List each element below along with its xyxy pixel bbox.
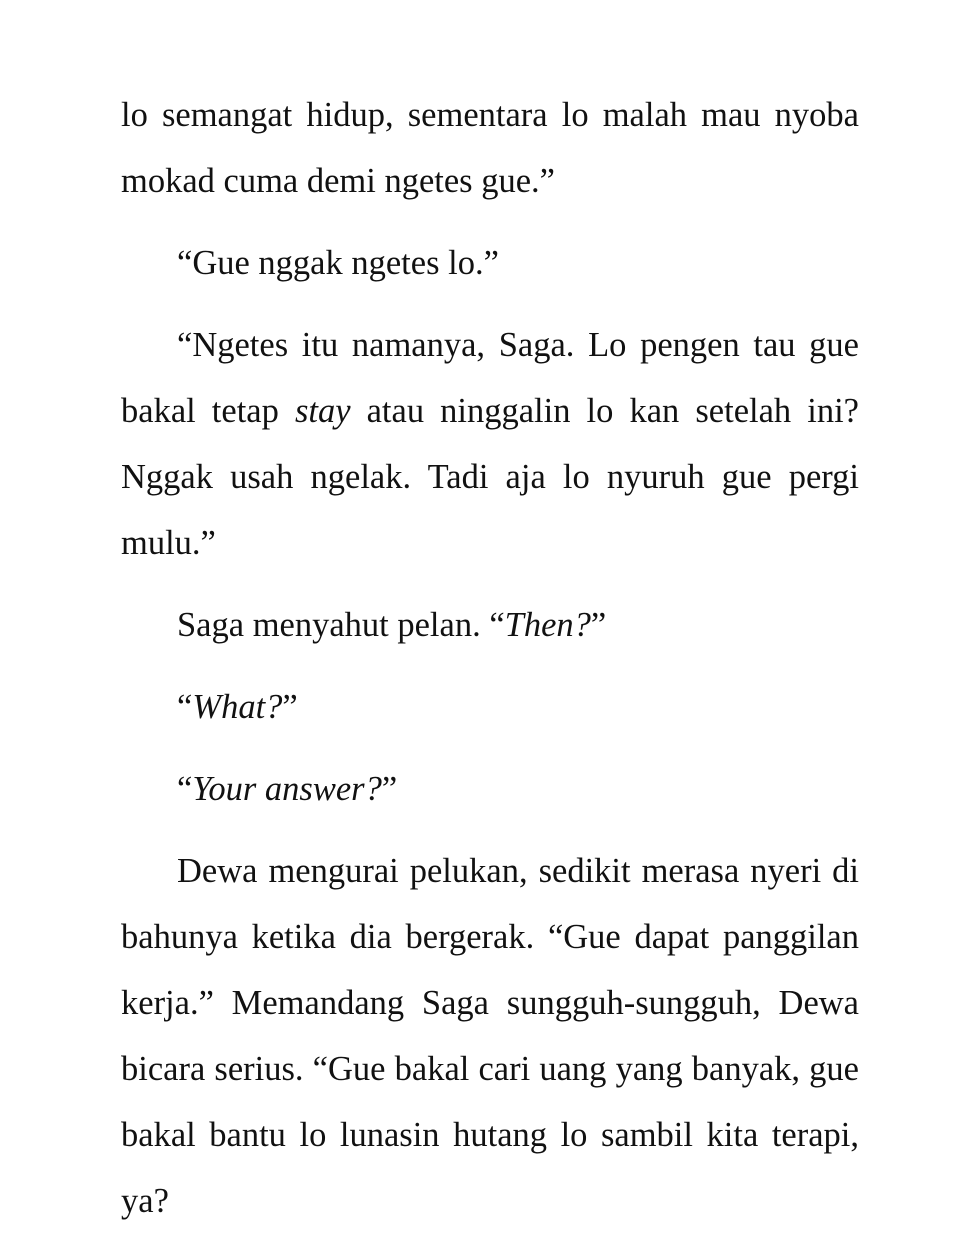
text-run: mulu.”: [121, 524, 216, 562]
paragraph: [121, 592, 859, 658]
text-line: [121, 510, 859, 576]
book-page: [121, 82, 859, 1250]
italic-text: stay: [294, 392, 351, 430]
text-run: “: [177, 770, 193, 808]
paragraph: [121, 82, 859, 214]
text-run: Saga menyahut pelan. “: [177, 606, 505, 644]
text-run: atau ninggalin lo kan setelah ini?: [350, 392, 859, 430]
text-line: [121, 1036, 859, 1102]
text-run: bicara serius. “Gue bakal cari uang yang banyak, gue: [121, 1050, 859, 1088]
italic-text: What?: [192, 688, 283, 726]
paragraph: [121, 838, 859, 1234]
text-run: lo semangat hidup, sementara lo malah mau nyoba: [121, 96, 859, 134]
paragraph: [121, 674, 859, 740]
text-run: “Ngetes itu namanya, Saga. Lo pengen tau gue: [177, 326, 859, 364]
text-run: kerja.” Memandang Saga sungguh-sungguh, Dewa: [121, 984, 859, 1022]
text-line: [121, 1102, 859, 1234]
text-line: [121, 756, 859, 822]
text-run: Nggak usah ngelak. Tadi aja lo nyuruh gue pergi: [121, 458, 859, 496]
text-line: [121, 674, 859, 740]
text-run: ”: [590, 606, 607, 644]
text-line: [121, 82, 859, 148]
text-run: mokad cuma demi ngetes gue.”: [121, 162, 555, 200]
text-run: ”: [381, 770, 398, 808]
italic-text: Then?: [504, 606, 591, 644]
text-run: “: [177, 688, 193, 726]
italic-text: Your answer?: [192, 770, 382, 808]
text-run: “Gue nggak ngetes lo.”: [177, 244, 499, 282]
paragraph: [121, 756, 859, 822]
paragraph: [121, 230, 859, 296]
text-line: [121, 970, 859, 1036]
text-run: Dewa mengurai pelukan, sedikit merasa nyeri di: [177, 852, 859, 890]
text-line: [121, 230, 859, 296]
text-line: [121, 592, 859, 658]
text-line: [121, 838, 859, 904]
text-run: bakal bantu lo lunasin hutang lo sambil kita terapi, ya?: [121, 1116, 859, 1220]
text-line: [121, 904, 859, 970]
text-run: ”: [282, 688, 298, 726]
text-line: [121, 312, 859, 378]
paragraph: [121, 312, 859, 576]
text-run: bakal tetap: [121, 392, 295, 430]
text-line: [121, 444, 859, 510]
text-run: bahunya ketika dia bergerak. “Gue dapat panggilan: [121, 918, 859, 956]
text-line: [121, 148, 859, 214]
text-line: [121, 378, 859, 444]
